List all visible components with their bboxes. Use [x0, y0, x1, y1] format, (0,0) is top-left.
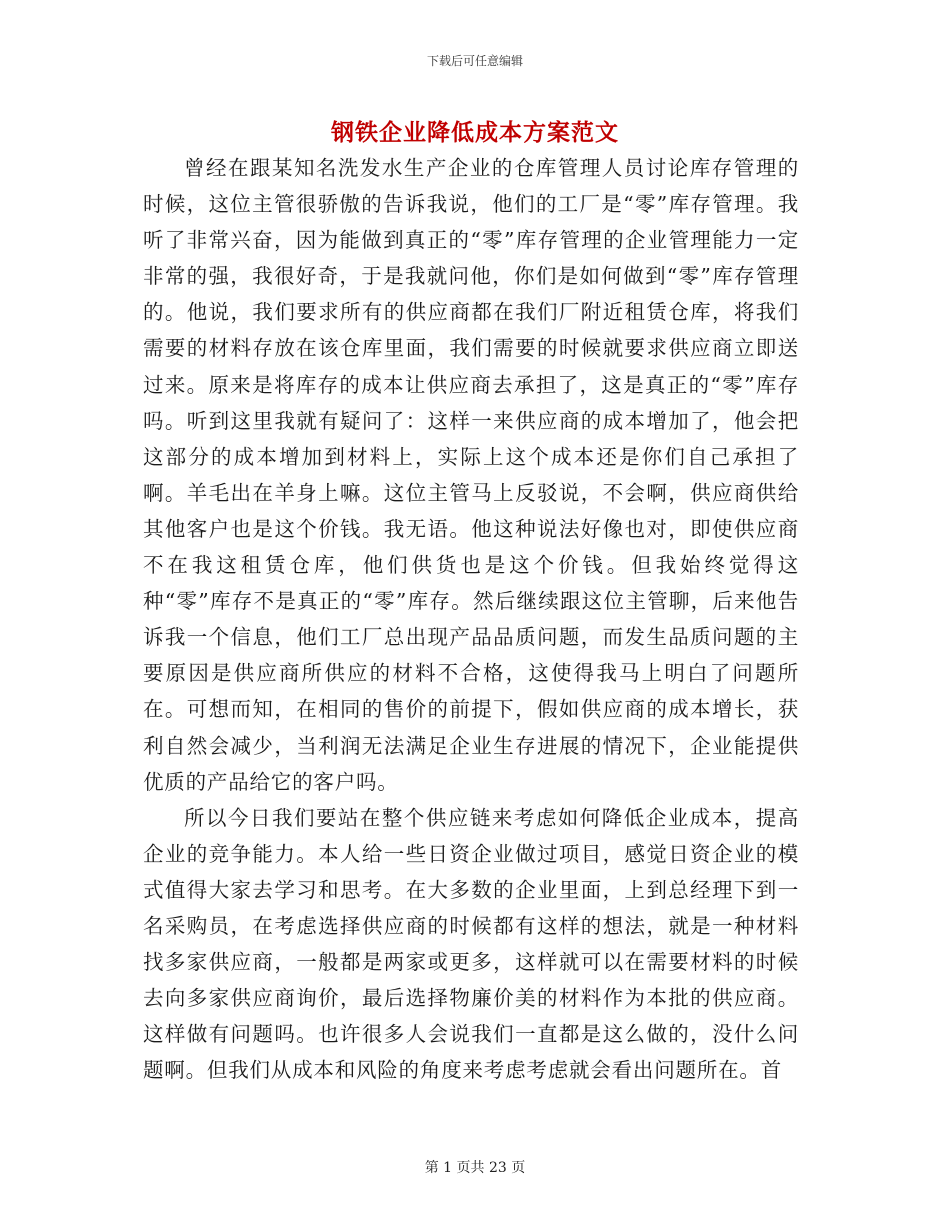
paragraph-2: 所以今日我们要站在整个供应链来考虑如何降低企业成本，提高企业的竞争能力。本人给一些日资企业做过项目，感觉日资企业的模式值得大家去学习和思考。在大多数的企业里面，上到总经理下到一名采购员，在考虑选择供应商的时候都有这样的想法，就是一种材料找多家供应商，一般都是两家或更多，这样就可以在需要材料的时候去向多家供应商询价，最后选择物廉价美的材料作为本批的供应商。这样做有问题吗。也许很多人会说我们一直都是这么做的，没什么问题啊。但我们从成本和风险的角度来考虑考虑就会看出问题所在。首: [143, 805, 799, 1083]
page-header-note: 下载后可任意编辑: [426, 54, 523, 68]
document-body: [143, 150, 799, 1088]
paragraph-1: 曾经在跟某知名洗发水生产企业的仓库管理人员讨论库存管理的时候，这位主管很骄傲的告诉我说，他们的工厂是“零”库存管理。我听了非常兴奋，因为能做到真正的“零”库存管理的企业管理能力一定非常的强，我很好奇，于是我就问他，你们是如何做到“零”库存管理的。他说，我们要求所有的供应商都在我们厂附近租赁仓库，将我们需要的材料存放在该仓库里面，我们需要的时候就要求供应商立即送过来。原来是将库存的成本让供应商去承担了，这是真正的“零”库存吗。听到这里我就有疑问了：这样一来供应商的成本增加了，他会把这部分的成本增加到材料上，实际上这个成本还是你们自己承担了啊。羊毛出在羊身上嘛。这位主管马上反驳说，不会啊，供应商供给其他客户也是这个价钱。我无语。他这种说法好像也对，即使供应商不在我这租赁仓库，他们供货也是这个价钱。但我始终觉得这种“零”库存不是真正的“零”库存。然后继续跟这位主管聊，后来他告诉我一个信息，他们工厂总出现产品品质问题，而发生品质问题的主要原因是供应商所供应的材料不合格，这使得我马上明白了问题所在。可想而知，在相同的售价的前提下，假如供应商的成本增长，获利自然会减少，当利润无法满足企业生存进展的情况下，企业能提供优质的产品给它的客户吗。: [143, 156, 799, 794]
page-number: 第 1 页共 23 页: [424, 1160, 526, 1176]
document-title: 钢铁企业降低成本方案范文: [331, 120, 619, 146]
